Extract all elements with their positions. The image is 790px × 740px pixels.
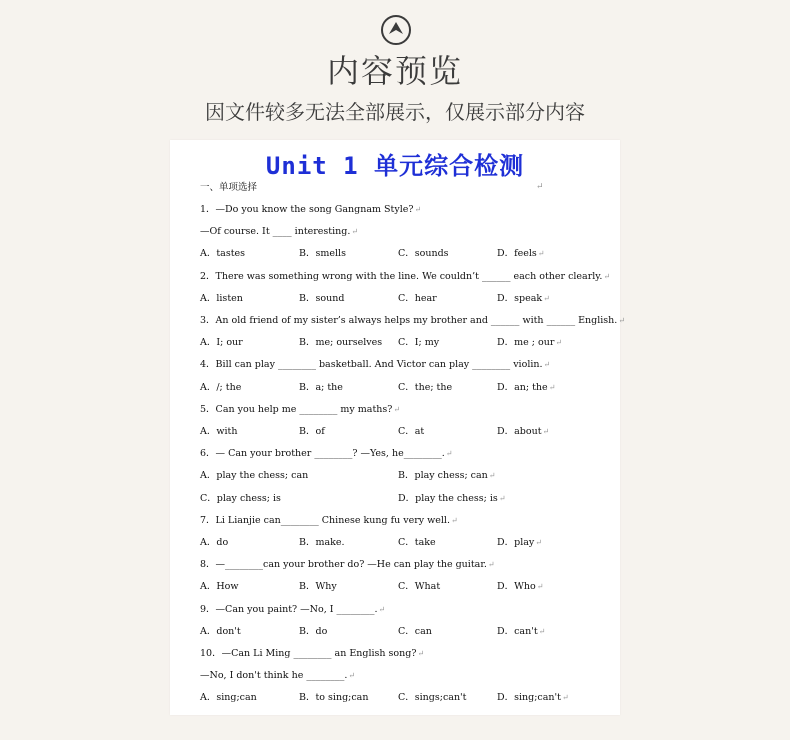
answer-option: D．sing;can't↵ — [497, 692, 569, 704]
answer-option: D．can't↵ — [497, 625, 546, 637]
paragraph-mark-icon: ↵ — [417, 649, 425, 658]
answer-option: D．play↵ — [497, 537, 542, 548]
answer-option: B．Why — [299, 581, 337, 593]
answer-option: C．sounds — [398, 248, 449, 260]
paragraph-mark-icon: ↵ — [537, 249, 545, 259]
paragraph-mark-icon: ↵ — [536, 182, 544, 192]
answer-option: A．play the chess; can — [200, 470, 309, 482]
answer-option: B．smells — [299, 248, 346, 260]
paragraph-mark-icon: ↵ — [451, 515, 458, 525]
answer-option: A．tastes — [200, 248, 246, 260]
answer-option: D．an; the↵ — [497, 381, 556, 393]
paragraph-mark-icon: ↵ — [543, 293, 550, 303]
answer-option: A．I; our — [200, 337, 243, 349]
answer-option: C．take — [398, 537, 436, 548]
answer-option: A．listen — [200, 292, 243, 304]
answer-option: A．sing;can — [200, 692, 257, 704]
answer-option: B．do — [299, 625, 328, 637]
answer-option: D．speak↵ — [497, 292, 550, 304]
paragraph-mark-icon: ↵ — [543, 360, 551, 370]
answer-option: B．play chess; can↵ — [398, 470, 496, 482]
answer-option: B．a; the — [299, 381, 343, 393]
answer-option: C．at — [398, 426, 425, 437]
paragraph-mark-icon: ↵ — [487, 560, 495, 570]
answer-option: A．How — [200, 581, 239, 593]
paragraph-mark-icon: ↵ — [348, 671, 356, 681]
answer-option: B．of — [299, 426, 325, 437]
answer-option: B．me; ourselves — [299, 337, 383, 349]
question-text: 7．Li Lianjie can________ Chinese kung fu very well.↵ — [200, 514, 458, 526]
paragraph-mark-icon: ↵ — [488, 471, 496, 481]
answer-option: C．I; my — [398, 337, 440, 349]
question-text: 3．An old friend of my sister’s always helps my brother and ______ with ______ English.↵ — [200, 315, 626, 326]
preview-header — [0, 0, 790, 140]
answer-option: C．What — [398, 581, 441, 593]
question-text: —No, I don't think he ________.↵ — [200, 670, 356, 682]
answer-option: A．/; the — [200, 381, 242, 393]
paragraph-mark-icon: ↵ — [393, 404, 401, 414]
answer-option: D．feels↵ — [497, 248, 545, 260]
paragraph-mark-icon: ↵ — [535, 538, 542, 547]
paragraph-mark-icon: ↵ — [498, 493, 506, 503]
page-title: 内容预览 — [326, 52, 463, 90]
answer-option: D．me ; our↵ — [497, 337, 563, 349]
paragraph-mark-icon: ↵ — [351, 227, 359, 237]
answer-option: D．Who↵ — [497, 581, 544, 593]
question-text: 6．— Can your brother ________? —Yes, he________.↵ — [200, 448, 453, 460]
paragraph-mark-icon: ↵ — [603, 271, 611, 281]
paragraph-mark-icon: ↵ — [538, 626, 546, 636]
document-preview — [170, 140, 626, 715]
answer-option: A．do — [200, 537, 229, 548]
answer-option: A．don't — [200, 625, 241, 637]
answer-option: C．play chess; is — [200, 492, 281, 504]
question-text: 2．There was something wrong with the line. We couldn’t ______ each other clearly.↵ — [200, 270, 611, 282]
question-text: 1．—Do you know the song Gangnam Style?↵ — [200, 204, 422, 215]
paragraph-mark-icon: ↵ — [555, 338, 563, 348]
paragraph-mark-icon: ↵ — [414, 205, 422, 214]
answer-option: B．sound — [299, 292, 345, 304]
answer-option: C．hear — [398, 292, 437, 304]
page-subtitle: 因文件较多无法全部展示，仅展示部分内容 — [205, 100, 585, 124]
paragraph-mark-icon: ↵ — [618, 316, 626, 325]
answer-option: D．play the chess; is↵ — [398, 492, 506, 504]
question-text: 9．—Can you paint? —No, I ________.↵ — [200, 603, 386, 615]
answer-option: A．with — [200, 426, 238, 437]
answer-option: D．about↵ — [497, 426, 550, 437]
paragraph-mark-icon: ↵ — [542, 427, 550, 436]
chevron-up-circle-icon[interactable] — [380, 14, 412, 46]
paragraph-mark-icon: ↵ — [445, 449, 453, 459]
question-text: 8．—________can your brother do? —He can play the guitar.↵ — [200, 559, 495, 571]
document-title: Unit 1 单元综合检测 — [265, 152, 525, 180]
answer-option: B．to sing;can — [299, 692, 369, 704]
question-text: 10．—Can Li Ming ________ an English song?↵ — [200, 648, 425, 659]
answer-option: C．the; the — [398, 381, 453, 393]
question-text: —Of course. It ____ interesting.↵ — [200, 226, 359, 238]
question-text: 5．Can you help me ________ my maths?↵ — [200, 403, 401, 415]
answer-option: C．can — [398, 625, 432, 637]
paragraph-mark-icon: ↵ — [536, 582, 544, 592]
question-text: 4．Bill can play ________ basketball. And Victor can play ________ violin.↵ — [200, 359, 551, 371]
paragraph-mark-icon: ↵ — [378, 604, 386, 614]
answer-option: C．sings;can't — [398, 692, 467, 704]
section-heading: 一、单项选择 — [200, 182, 258, 193]
paragraph-mark-icon: ↵ — [561, 693, 569, 703]
paragraph-mark-icon: ↵ — [548, 382, 556, 392]
answer-option: B．make. — [299, 537, 345, 548]
